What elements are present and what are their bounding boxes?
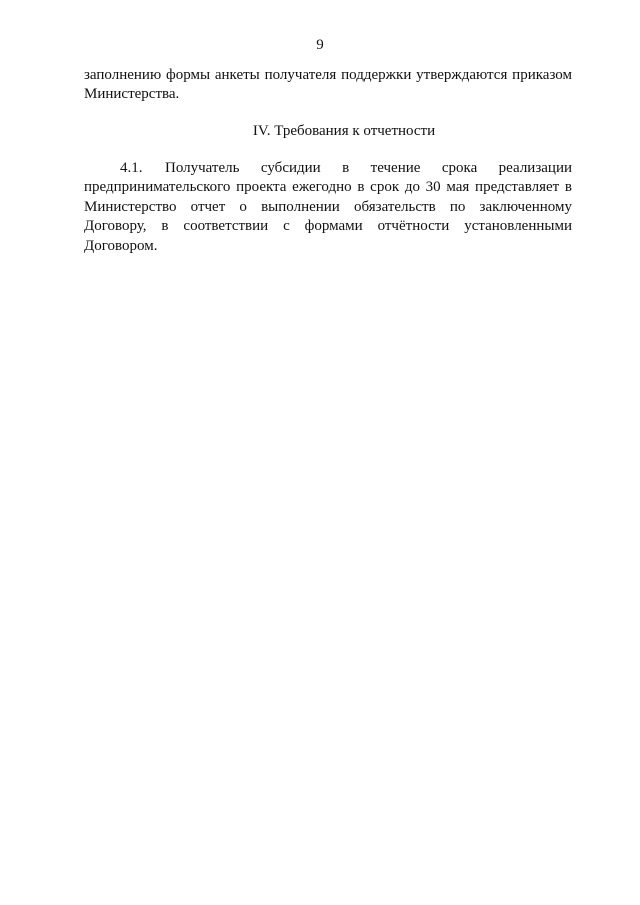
continuation-paragraph [84,66,572,105]
clause-line-3: Министерство отчет о выполнении обязательств по заключенному [84,198,572,215]
clause-line-1-text: Получатель субсидии в течение срока реализации [165,160,572,176]
clause-line-5: Договором. [84,237,158,254]
continuation-line-2: Министерства. [84,86,180,103]
section-heading: IV. Требования к отчетности [252,123,436,139]
clause-number: 4.1. [120,160,143,176]
clause-4-1-paragraph [84,159,572,256]
clause-line-2: предпринимательского проекта ежегодно в срок до 30 мая представляет в [84,179,572,196]
clause-line-4: Договору, в соответствии с формами отчётности установленными [84,218,572,235]
continuation-line-1: заполнению формы анкеты получателя поддержки утверждаются приказом [84,67,572,83]
page-number: 9 [316,37,324,53]
clause-line-1 [84,159,572,178]
